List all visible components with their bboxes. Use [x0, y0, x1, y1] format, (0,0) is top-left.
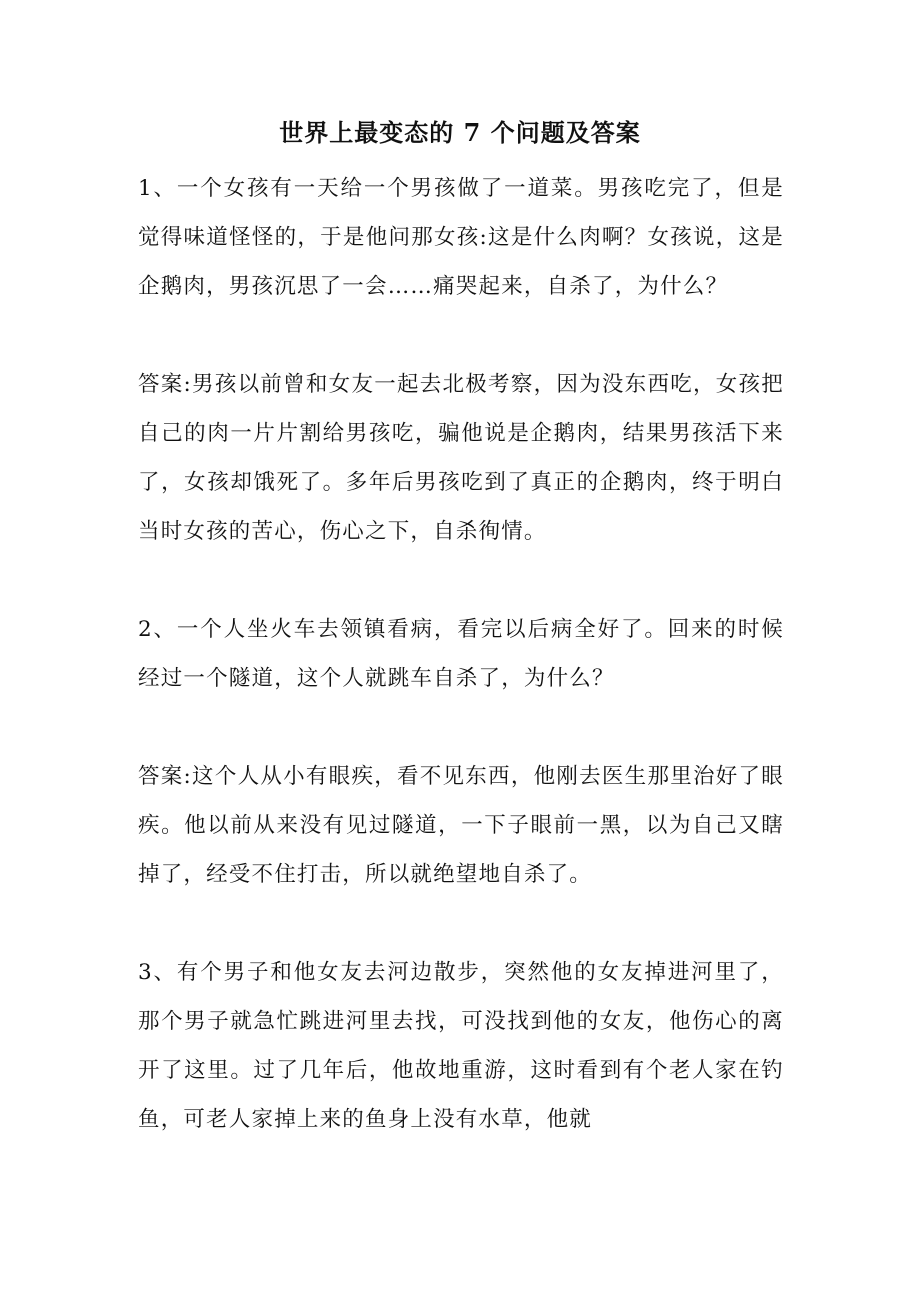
- question-3-paragraph: 3、有个男子和他女友去河边散步，突然他的女友掉进河里了，那个男子就急忙跳进河里去找，可没找到他的女友，他伤心的离开了这里。过了几年后，他故地重游，这时看到有个老人家在钓鱼，可老人家掉上来的鱼身上没有水草，他就: [138, 960, 784, 1132]
- paragraph-spacer: [138, 556, 784, 605]
- paragraph-spacer: [138, 899, 784, 948]
- question-2-paragraph: 2、一个人坐火车去领镇看病，看完以后病全好了。回来的时候经过一个隧道，这个人就跳车自杀了，为什么？: [138, 617, 784, 691]
- answer-2-paragraph: 答案:这个人从小有眼疾，看不见东西，他刚去医生那里治好了眼疾。他以前从来没有见过隧道，一下子眼前一黑，以为自己又瞎掉了，经受不住打击，所以就绝望地自杀了。: [138, 764, 784, 887]
- answer-1-paragraph: 答案:男孩以前曾和女友一起去北极考察，因为没东西吃，女孩把自己的肉一片片割给男孩吃，骗他说是企鹅肉，结果男孩活下来了，女孩却饿死了。多年后男孩吃到了真正的企鹅肉，终于明白当时女孩的苦心，伤心之下，自杀徇情。: [138, 372, 784, 544]
- question-1-paragraph: 1、一个女孩有一天给一个男孩做了一道菜。男孩吃完了，但是觉得味道怪怪的，于是他问那女孩:这是什么肉啊？女孩说，这是企鹅肉，男孩沉思了一会……痛哭起来，自杀了，为什么？: [138, 176, 784, 299]
- paragraph-spacer: [138, 311, 784, 360]
- document-title: 世界上最变态的 7 个问题及答案: [279, 118, 641, 147]
- document-body: [138, 164, 784, 1144]
- paragraph-spacer: [138, 703, 784, 752]
